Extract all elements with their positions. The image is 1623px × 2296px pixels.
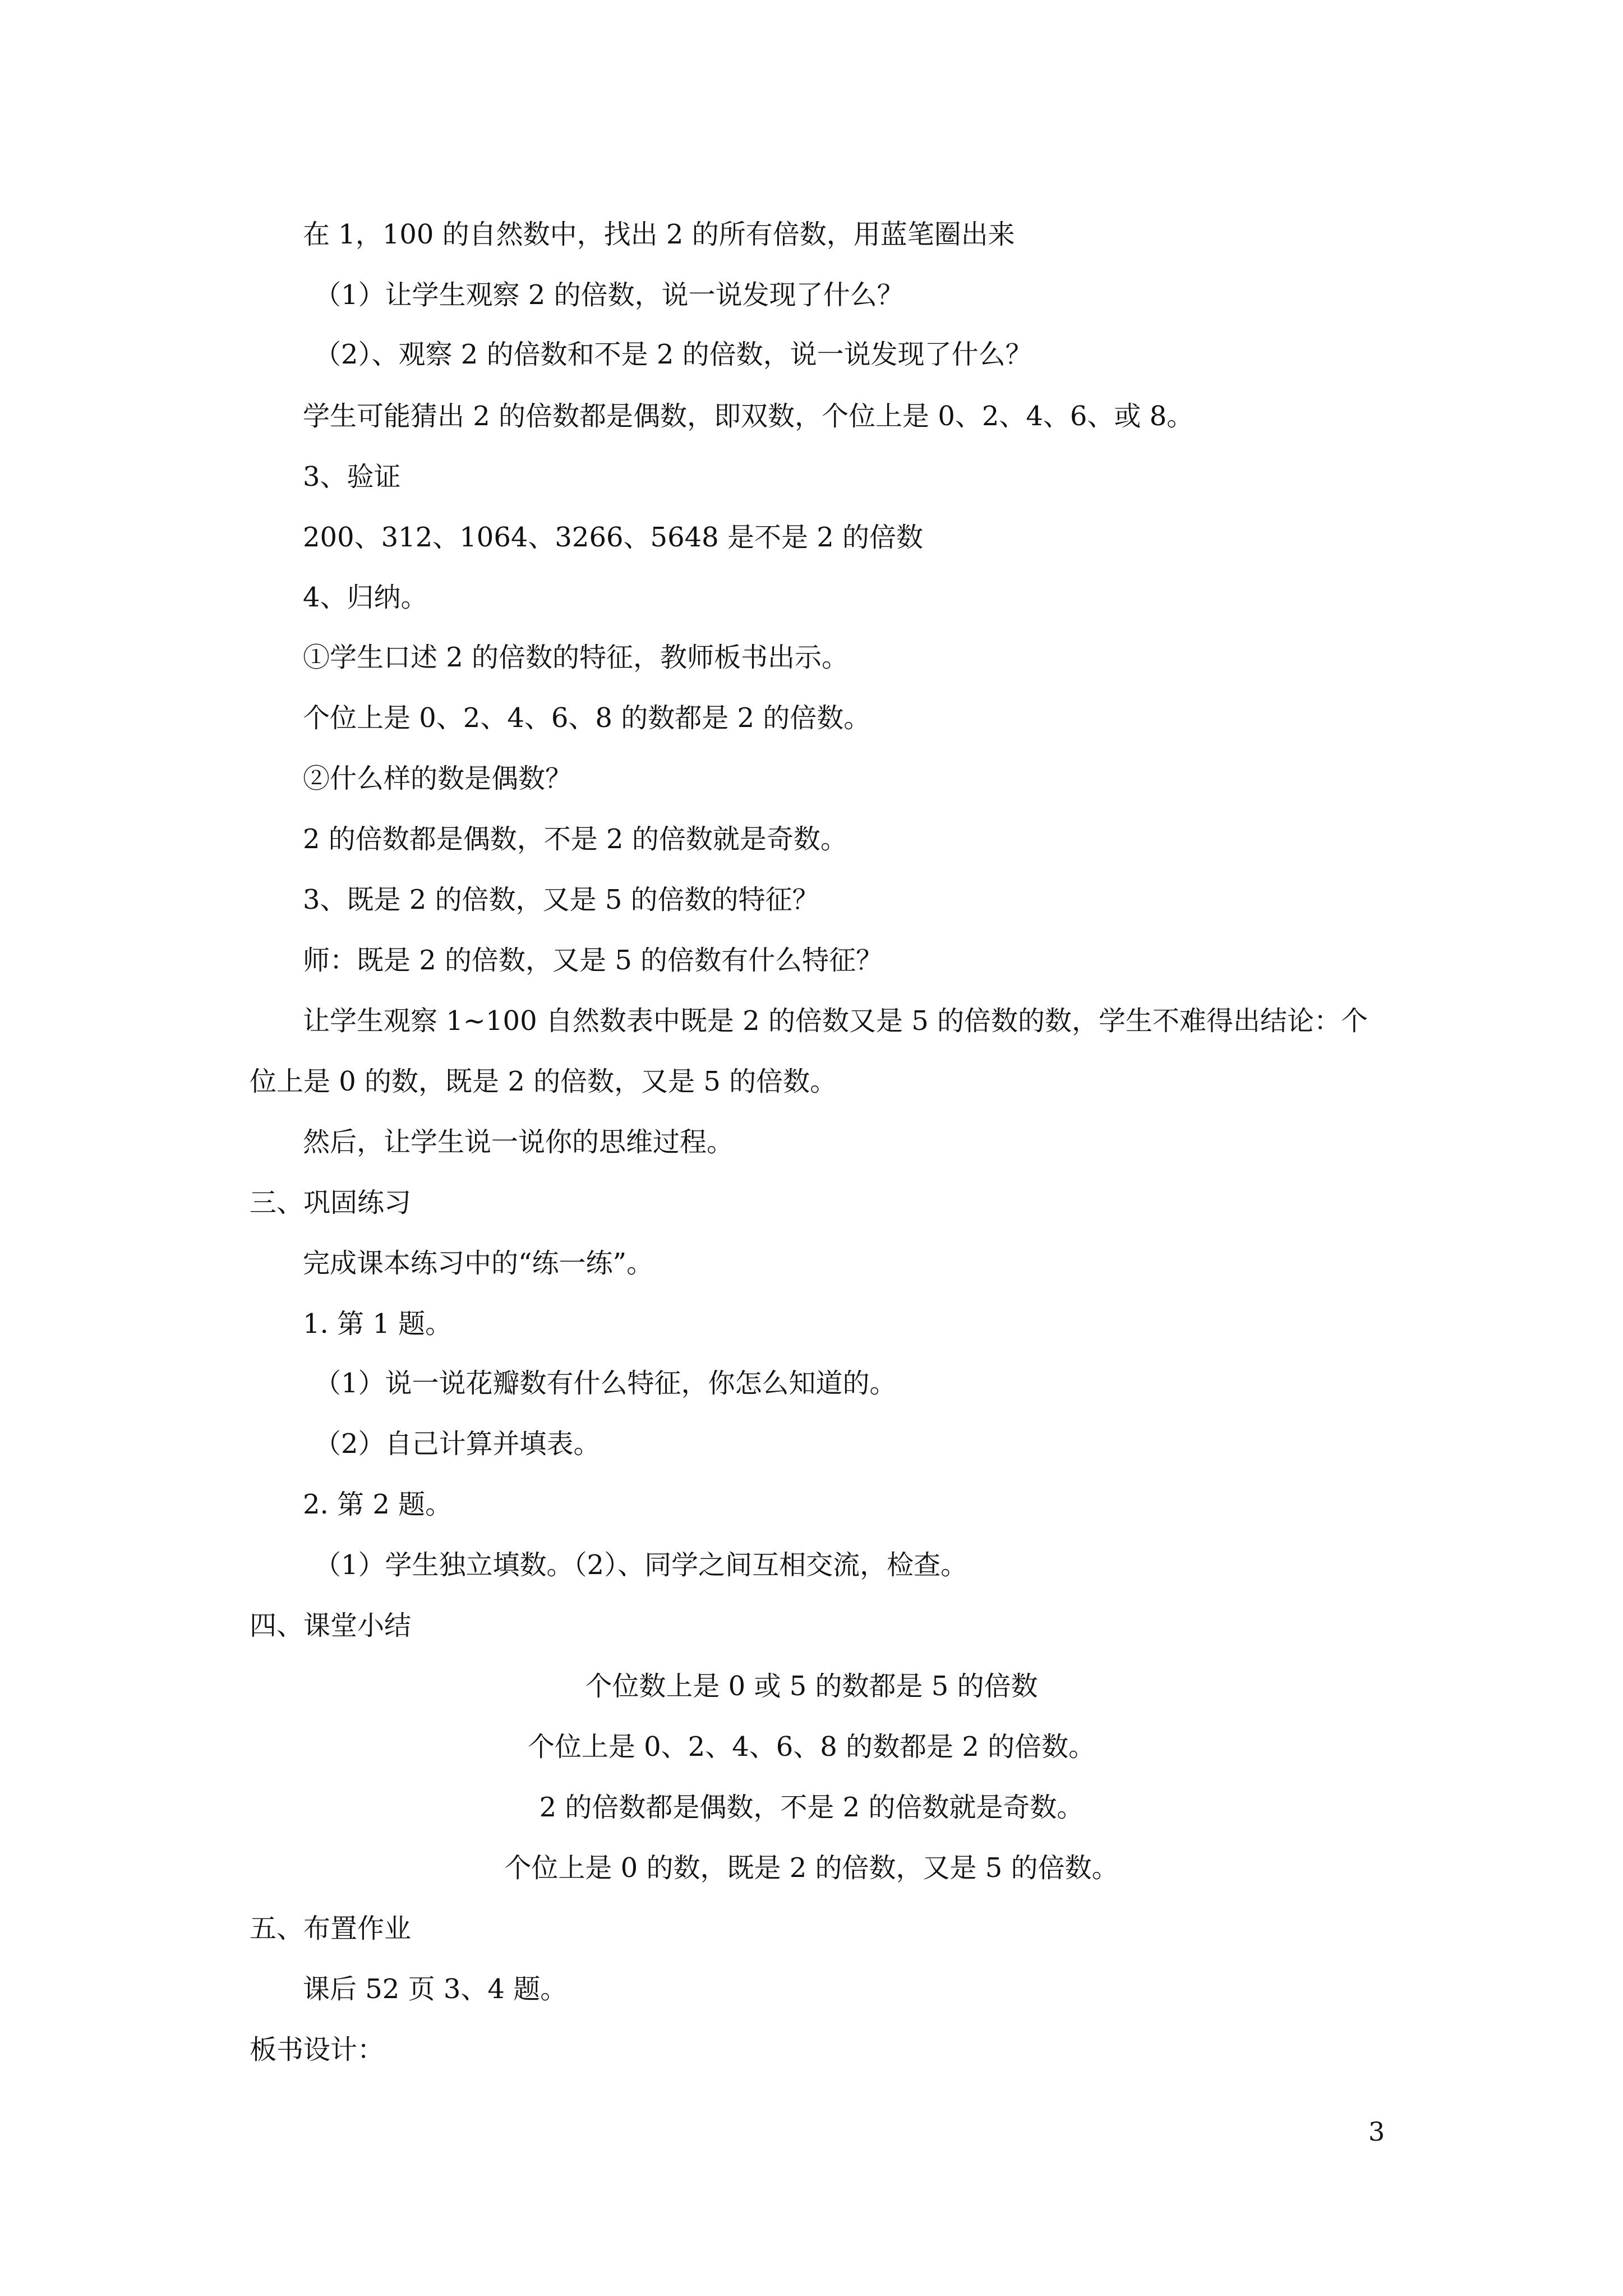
exercise-1-part-1: （1）说一说花瓣数有什么特征，你怎么知道的。 — [314, 1368, 897, 1399]
paragraph-verify-numbers: 200、312、1064、3266、5648 是不是 2 的倍数 — [303, 522, 924, 553]
step-both-multiples: 3、既是 2 的倍数，又是 5 的倍数的特征？ — [303, 884, 819, 915]
question-observe-multiples: （1）让学生观察 2 的倍数，说一说发现了什么？ — [314, 279, 904, 311]
paragraph-find-multiples: 在 1，100 的自然数中，找出 2 的所有倍数，用蓝笔圈出来 — [303, 219, 1015, 250]
paragraph-teacher-question: 师：既是 2 的倍数，又是 5 的倍数有什么特征？ — [303, 945, 883, 976]
summary-rule-five: 个位数上是 0 或 5 的数都是 5 的倍数 — [585, 1671, 1038, 1702]
section-heading-practice: 三、巩固练习 — [250, 1187, 412, 1218]
question-compare-multiples: （2）、观察 2 的倍数和不是 2 的倍数，说一说发现了什么？ — [314, 339, 1032, 370]
section-heading-homework: 五、布置作业 — [250, 1913, 412, 1944]
paragraph-observe-table: 让学生观察 1~100 自然数表中既是 2 的倍数又是 5 的倍数的数，学生不难得出结论：个 — [303, 1005, 1368, 1037]
page-number: 3 — [1368, 2116, 1385, 2147]
exercise-2-parts: （1）学生独立填数。（2）、同学之间互相交流，检查。 — [314, 1549, 968, 1581]
summary-rule-both: 个位上是 0 的数，既是 2 的倍数，又是 5 的倍数。 — [504, 1852, 1119, 1884]
paragraph-observe-table-continued: 位上是 0 的数，既是 2 的倍数，又是 5 的倍数。 — [250, 1066, 837, 1097]
summary-rule-even-odd: 2 的倍数都是偶数，不是 2 的倍数就是奇数。 — [539, 1792, 1084, 1823]
paragraph-student-guess: 学生可能猜出 2 的倍数都是偶数，即双数，个位上是 0、2、4、6、或 8。 — [303, 401, 1194, 432]
homework-assignment: 课后 52 页 3、4 题。 — [303, 1973, 568, 2005]
section-heading-board-design: 板书设计： — [250, 2034, 385, 2065]
summary-rule-two: 个位上是 0、2、4、6、8 的数都是 2 的倍数。 — [527, 1731, 1096, 1763]
step-summarize: 4、归纳。 — [303, 582, 428, 613]
paragraph-oral-features: ①学生口述 2 的倍数的特征，教师板书出示。 — [303, 642, 849, 673]
rule-even-odd: 2 的倍数都是偶数，不是 2 的倍数就是奇数。 — [303, 823, 847, 855]
exercise-item-1: 1. 第 1 题。 — [303, 1308, 453, 1340]
paragraph-thinking-process: 然后，让学生说一说你的思维过程。 — [303, 1126, 734, 1158]
rule-multiple-of-two: 个位上是 0、2、4、6、8 的数都是 2 的倍数。 — [303, 702, 871, 734]
step-verify: 3、验证 — [303, 461, 401, 493]
exercise-item-2: 2. 第 2 题。 — [303, 1489, 453, 1520]
question-even-number: ②什么样的数是偶数？ — [303, 763, 573, 794]
section-heading-summary: 四、课堂小结 — [250, 1610, 412, 1641]
paragraph-complete-exercise: 完成课本练习中的“练一练”。 — [303, 1248, 654, 1279]
exercise-1-part-2: （2）自己计算并填表。 — [314, 1428, 601, 1460]
